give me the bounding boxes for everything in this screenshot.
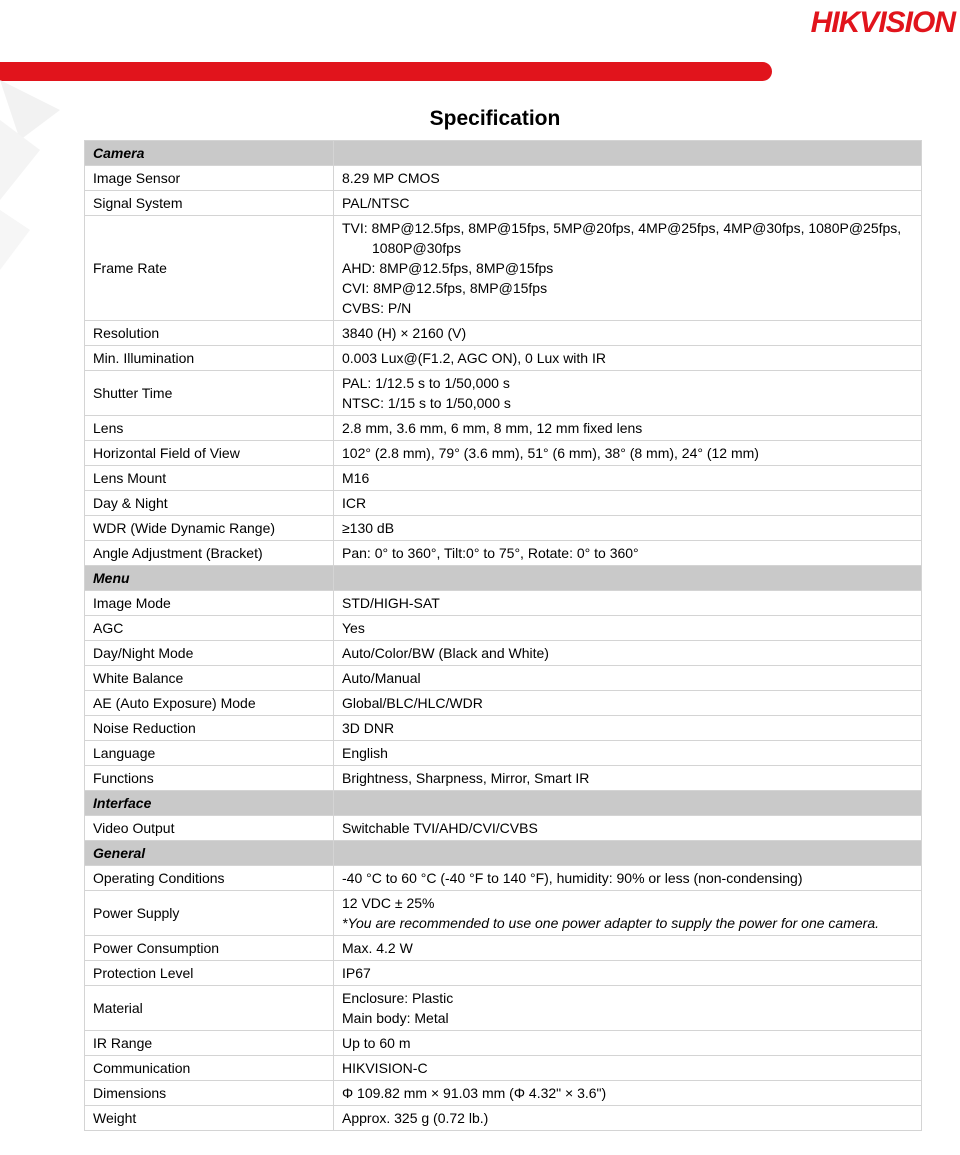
spec-value-line: 3D DNR [342,720,395,736]
spec-row [85,1081,922,1106]
spec-label: Angle Adjustment (Bracket) [85,541,334,566]
page-title: Specification [429,107,561,130]
spec-row [85,716,922,741]
spec-value [334,1056,922,1081]
spec-value-line: English [342,745,388,761]
spec-value-line: Auto/Color/BW (Black and White) [342,645,549,661]
spec-value-line: 102° (2.8 mm), 79° (3.6 mm), 51° (6 mm), 38° (8 mm), 24° (12 mm) [342,445,759,461]
spec-value [334,1031,922,1056]
spec-label: Language [85,741,334,766]
spec-row [85,491,922,516]
spec-value-line: 3840 (H) × 2160 (V) [342,325,467,341]
spec-value-line: Max. 4.2 W [342,940,413,956]
section-title: Interface [85,791,334,816]
spec-value-line: 2.8 mm, 3.6 mm, 6 mm, 8 mm, 12 mm fixed lens [342,420,643,436]
section-spacer [334,566,922,591]
section-header [85,791,922,816]
spec-row [85,516,922,541]
specification-table [84,140,922,1131]
spec-value-line: CVBS: P/N [342,300,412,316]
spec-row [85,191,922,216]
spec-row [85,986,922,1031]
spec-row [85,816,922,841]
spec-label: Horizontal Field of View [85,441,334,466]
spec-value [334,346,922,371]
spec-value [334,816,922,841]
spec-label: AGC [85,616,334,641]
spec-value [334,766,922,791]
spec-value [334,891,922,936]
spec-value [334,491,922,516]
spec-value [334,866,922,891]
spec-label: Image Mode [85,591,334,616]
spec-value [334,641,922,666]
spec-label: Functions [85,766,334,791]
spec-row [85,321,922,346]
spec-value [334,371,922,416]
spec-value-line: 12 VDC ± 25% [342,895,435,911]
spec-label: Video Output [85,816,334,841]
section-spacer [334,791,922,816]
spec-value-line: IP67 [342,965,371,981]
spec-value [334,166,922,191]
spec-label: Lens Mount [85,466,334,491]
spec-value [334,466,922,491]
spec-row [85,1056,922,1081]
spec-value [334,416,922,441]
spec-row [85,866,922,891]
spec-row [85,416,922,441]
spec-row [85,936,922,961]
spec-row [85,891,922,936]
spec-label: Power Consumption [85,936,334,961]
spec-value-line: Switchable TVI/AHD/CVI/CVBS [342,820,538,836]
spec-value-line: Enclosure: Plastic [342,990,454,1006]
spec-value [334,321,922,346]
section-header [85,566,922,591]
spec-value [334,666,922,691]
spec-value-line: NTSC: 1/15 s to 1/50,000 s [342,395,511,411]
spec-label: Day/Night Mode [85,641,334,666]
spec-row [85,691,922,716]
spec-value-line: ICR [342,495,367,511]
spec-value-line: Global/BLC/HLC/WDR [342,695,483,711]
spec-row [85,961,922,986]
spec-value [334,961,922,986]
spec-label: IR Range [85,1031,334,1056]
spec-value-line: ≥130 dB [342,520,395,536]
spec-value-line: TVI: 8MP@12.5fps, 8MP@15fps, 5MP@20fps, 4MP@25fps, 4MP@30fps, 1080P@25fps, [342,220,902,236]
spec-row [85,166,922,191]
spec-value-line: HIKVISION-C [342,1060,428,1076]
spec-row [85,346,922,371]
spec-label: Image Sensor [85,166,334,191]
spec-value [334,541,922,566]
spec-row [85,591,922,616]
spec-value [334,1081,922,1106]
spec-row [85,466,922,491]
spec-label: Weight [85,1106,334,1131]
spec-row [85,371,922,416]
section-title: General [85,841,334,866]
spec-value-line: Up to 60 m [342,1035,411,1051]
section-spacer [334,841,922,866]
spec-value [334,1106,922,1131]
spec-label: Communication [85,1056,334,1081]
section-title: Camera [85,141,334,166]
spec-value [334,441,922,466]
spec-label: AE (Auto Exposure) Mode [85,691,334,716]
spec-value [334,691,922,716]
spec-value-line: AHD: 8MP@12.5fps, 8MP@15fps [342,260,554,276]
spec-value-line: 1080P@30fps [372,240,461,256]
spec-label: Resolution [85,321,334,346]
spec-label: Dimensions [85,1081,334,1106]
spec-value-line: PAL/NTSC [342,195,410,211]
spec-label: Shutter Time [85,371,334,416]
spec-label: Power Supply [85,891,334,936]
spec-label: WDR (Wide Dynamic Range) [85,516,334,541]
spec-value-line: Brightness, Sharpness, Mirror, Smart IR [342,770,590,786]
spec-row [85,1031,922,1056]
spec-label: Operating Conditions [85,866,334,891]
spec-row [85,641,922,666]
spec-value-line: 0.003 Lux@(F1.2, AGC ON), 0 Lux with IR [342,350,606,366]
spec-value-line: STD/HIGH-SAT [342,595,440,611]
spec-value-line: Auto/Manual [342,670,421,686]
spec-value [334,716,922,741]
spec-label: Frame Rate [85,216,334,321]
section-spacer [334,141,922,166]
spec-value [334,516,922,541]
spec-label: Min. Illumination [85,346,334,371]
hikvision-logo: HIKVISION [810,6,955,39]
spec-row [85,616,922,641]
section-title: Menu [85,566,334,591]
spec-row [85,1106,922,1131]
spec-value-line: Main body: Metal [342,1010,449,1026]
spec-value-line: *You are recommended to use one power adapter to supply the power for one camera. [342,915,879,931]
spec-row [85,666,922,691]
spec-label: Signal System [85,191,334,216]
spec-value-line: 8.29 MP CMOS [342,170,440,186]
spec-row [85,541,922,566]
spec-value [334,191,922,216]
spec-label: White Balance [85,666,334,691]
spec-value [334,986,922,1031]
spec-value-line: Pan: 0° to 360°, Tilt:0° to 75°, Rotate: 0° to 360° [342,545,639,561]
spec-value [334,741,922,766]
spec-row [85,766,922,791]
spec-value-line: Yes [342,620,365,636]
spec-value-line: Φ 109.82 mm × 91.03 mm (Φ 4.32" × 3.6") [342,1085,607,1101]
spec-label: Protection Level [85,961,334,986]
spec-value-line: -40 °C to 60 °C (-40 °F to 140 °F), humidity: 90% or less (non-condensing) [342,870,803,886]
spec-label: Material [85,986,334,1031]
spec-value [334,936,922,961]
spec-value-line: Approx. 325 g (0.72 lb.) [342,1110,489,1126]
spec-value-line: M16 [342,470,370,486]
spec-value [334,591,922,616]
section-header [85,141,922,166]
spec-label: Lens [85,416,334,441]
header-red-bar [0,62,772,81]
spec-value [334,616,922,641]
spec-label: Day & Night [85,491,334,516]
spec-value-line: CVI: 8MP@12.5fps, 8MP@15fps [342,280,548,296]
section-header [85,841,922,866]
spec-value-line: PAL: 1/12.5 s to 1/50,000 s [342,375,510,391]
spec-label: Noise Reduction [85,716,334,741]
spec-row [85,441,922,466]
spec-row [85,216,922,321]
spec-value [334,216,922,321]
spec-row [85,741,922,766]
